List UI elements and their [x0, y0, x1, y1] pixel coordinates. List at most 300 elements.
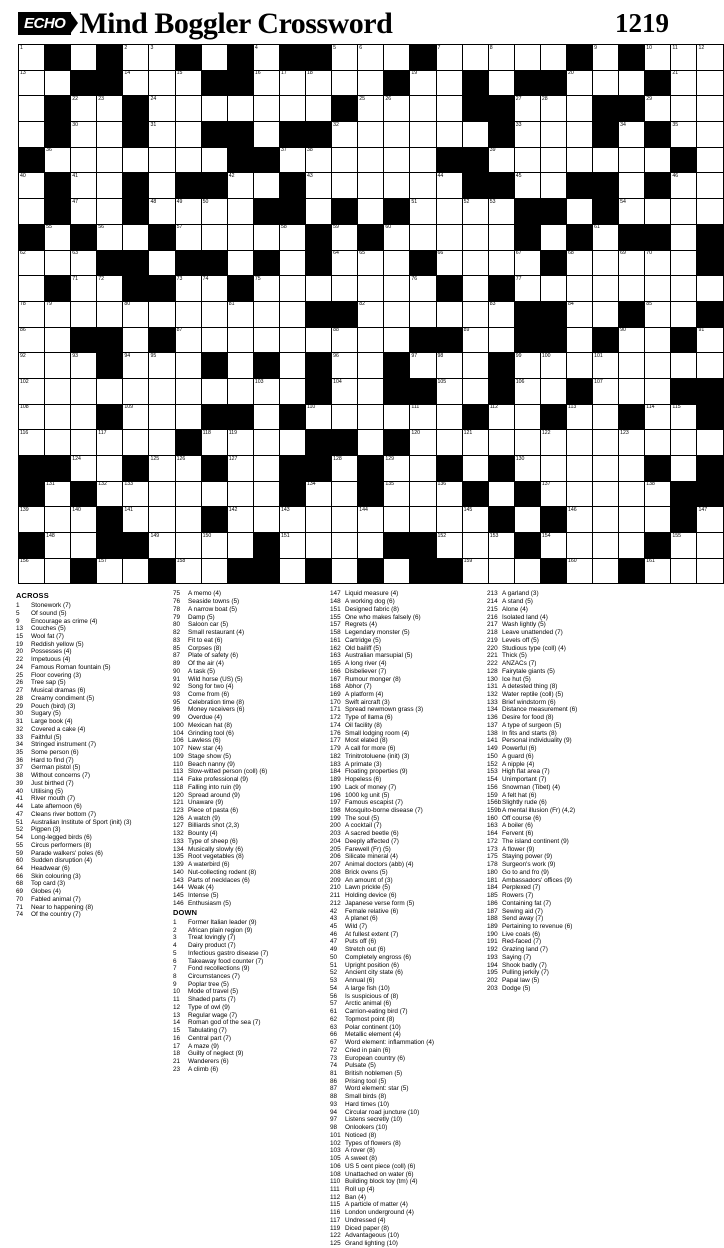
grid-cell[interactable]: 69	[619, 250, 645, 276]
grid-cell[interactable]: 84	[566, 301, 592, 327]
grid-cell[interactable]: 141	[123, 507, 149, 533]
grid-cell[interactable]: 95	[149, 353, 175, 379]
clue-item[interactable]	[487, 714, 637, 721]
clue-item[interactable]	[330, 660, 480, 667]
grid-cell[interactable]	[384, 122, 410, 148]
grid-cell[interactable]	[227, 250, 253, 276]
grid-cell[interactable]	[306, 507, 332, 533]
clue-item[interactable]	[330, 993, 480, 1000]
grid-cell[interactable]	[514, 430, 540, 456]
grid-cell[interactable]	[593, 404, 619, 430]
clue-item[interactable]	[487, 598, 637, 605]
grid-cell[interactable]	[436, 96, 462, 122]
clue-item[interactable]	[487, 838, 637, 845]
clue-item[interactable]	[487, 931, 637, 938]
clue-item[interactable]	[330, 1201, 480, 1208]
clue-item[interactable]	[487, 892, 637, 899]
clue-item[interactable]	[330, 614, 480, 621]
grid-cell[interactable]: 9	[593, 45, 619, 71]
grid-cell[interactable]	[593, 481, 619, 507]
grid-cell[interactable]	[645, 353, 671, 379]
grid-cell[interactable]	[566, 353, 592, 379]
grid-cell[interactable]	[71, 430, 97, 456]
clue-item[interactable]	[487, 815, 637, 822]
grid-cell[interactable]: 131	[45, 481, 71, 507]
grid-cell[interactable]: 36	[45, 147, 71, 173]
clue-item[interactable]	[16, 648, 166, 655]
grid-cell[interactable]	[279, 96, 305, 122]
grid-cell[interactable]	[358, 147, 384, 173]
grid-cell[interactable]	[306, 96, 332, 122]
grid-cell[interactable]	[436, 507, 462, 533]
grid-cell[interactable]: 73	[175, 276, 201, 302]
grid-cell[interactable]	[201, 378, 227, 404]
clue-item[interactable]	[173, 861, 323, 868]
grid-cell[interactable]	[593, 70, 619, 96]
grid-cell[interactable]	[462, 250, 488, 276]
grid-cell[interactable]	[149, 481, 175, 507]
grid-cell[interactable]	[358, 199, 384, 225]
grid-cell[interactable]	[514, 45, 540, 71]
grid-cell[interactable]: 17	[279, 70, 305, 96]
grid-cell[interactable]: 67	[514, 250, 540, 276]
clue-item[interactable]	[330, 1101, 480, 1108]
clue-item[interactable]	[173, 919, 323, 926]
grid-cell[interactable]: 68	[566, 250, 592, 276]
grid-cell[interactable]: 157	[97, 558, 123, 584]
clue-item[interactable]	[16, 772, 166, 779]
clue-item[interactable]	[487, 621, 637, 628]
grid-cell[interactable]: 134	[306, 481, 332, 507]
grid-cell[interactable]	[671, 301, 697, 327]
grid-cell[interactable]: 24	[149, 96, 175, 122]
grid-cell[interactable]: 143	[279, 507, 305, 533]
grid-cell[interactable]	[175, 481, 201, 507]
grid-cell[interactable]	[201, 147, 227, 173]
grid-cell[interactable]	[540, 122, 566, 148]
grid-cell[interactable]	[123, 147, 149, 173]
grid-cell[interactable]: 61	[593, 224, 619, 250]
grid-cell[interactable]	[227, 327, 253, 353]
grid-cell[interactable]	[201, 96, 227, 122]
clue-item[interactable]	[173, 981, 323, 988]
grid-cell[interactable]: 110	[306, 404, 332, 430]
clue-item[interactable]	[173, 606, 323, 613]
grid-cell[interactable]	[97, 199, 123, 225]
clue-item[interactable]	[330, 1016, 480, 1023]
grid-cell[interactable]	[697, 96, 723, 122]
grid-cell[interactable]	[97, 378, 123, 404]
grid-cell[interactable]	[384, 404, 410, 430]
grid-cell[interactable]	[175, 533, 201, 559]
grid-cell[interactable]	[19, 199, 45, 225]
clue-item[interactable]	[330, 1000, 480, 1007]
grid-cell[interactable]	[306, 327, 332, 353]
grid-cell[interactable]: 125	[149, 456, 175, 482]
grid-cell[interactable]	[279, 378, 305, 404]
grid-cell[interactable]: 119	[227, 430, 253, 456]
grid-cell[interactable]: 149	[149, 533, 175, 559]
grid-cell[interactable]	[227, 96, 253, 122]
grid-cell[interactable]	[697, 558, 723, 584]
clue-item[interactable]	[330, 699, 480, 706]
grid-cell[interactable]	[97, 122, 123, 148]
clue-item[interactable]	[330, 1070, 480, 1077]
grid-cell[interactable]	[45, 404, 71, 430]
grid-cell[interactable]	[671, 250, 697, 276]
clue-item[interactable]	[330, 799, 480, 806]
clue-item[interactable]	[330, 1147, 480, 1154]
grid-cell[interactable]	[619, 353, 645, 379]
clue-item[interactable]	[173, 799, 323, 806]
grid-cell[interactable]	[671, 199, 697, 225]
grid-cell[interactable]: 97	[410, 353, 436, 379]
grid-cell[interactable]	[358, 353, 384, 379]
grid-cell[interactable]	[488, 430, 514, 456]
grid-cell[interactable]	[540, 173, 566, 199]
clue-item[interactable]	[330, 1155, 480, 1162]
clue-item[interactable]	[173, 676, 323, 683]
clue-item[interactable]	[173, 737, 323, 744]
clue-item[interactable]	[330, 915, 480, 922]
grid-cell[interactable]	[671, 353, 697, 379]
clue-item[interactable]	[330, 861, 480, 868]
grid-cell[interactable]	[149, 507, 175, 533]
grid-cell[interactable]	[671, 456, 697, 482]
clue-item[interactable]	[330, 1078, 480, 1085]
grid-cell[interactable]	[462, 276, 488, 302]
grid-cell[interactable]	[566, 276, 592, 302]
grid-cell[interactable]: 94	[123, 353, 149, 379]
clue-item[interactable]	[330, 753, 480, 760]
grid-cell[interactable]	[253, 224, 279, 250]
grid-cell[interactable]	[671, 224, 697, 250]
clue-item[interactable]	[173, 645, 323, 652]
grid-cell[interactable]: 53	[488, 199, 514, 225]
grid-cell[interactable]	[671, 96, 697, 122]
clue-item[interactable]	[330, 884, 480, 891]
grid-cell[interactable]	[332, 481, 358, 507]
grid-cell[interactable]: 11	[671, 45, 697, 71]
clue-item[interactable]	[487, 954, 637, 961]
grid-cell[interactable]	[566, 122, 592, 148]
grid-cell[interactable]	[619, 378, 645, 404]
clue-item[interactable]	[173, 784, 323, 791]
grid-cell[interactable]	[358, 430, 384, 456]
grid-cell[interactable]: 64	[332, 250, 358, 276]
clue-item[interactable]	[16, 911, 166, 918]
clue-item[interactable]	[173, 942, 323, 949]
clue-item[interactable]	[487, 869, 637, 876]
clue-item[interactable]	[16, 834, 166, 841]
clue-item[interactable]	[173, 730, 323, 737]
grid-cell[interactable]	[462, 456, 488, 482]
clue-item[interactable]	[16, 710, 166, 717]
grid-cell[interactable]: 102	[19, 378, 45, 404]
grid-cell[interactable]: 48	[149, 199, 175, 225]
clue-item[interactable]	[487, 861, 637, 868]
clue-item[interactable]	[487, 807, 637, 814]
clue-item[interactable]	[330, 590, 480, 597]
clue-item[interactable]	[487, 761, 637, 768]
grid-cell[interactable]: 25	[358, 96, 384, 122]
clue-item[interactable]	[173, 934, 323, 941]
grid-cell[interactable]: 127	[227, 456, 253, 482]
grid-cell[interactable]: 44	[436, 173, 462, 199]
grid-cell[interactable]: 21	[671, 70, 697, 96]
clue-item[interactable]	[16, 602, 166, 609]
grid-cell[interactable]: 153	[488, 533, 514, 559]
grid-cell[interactable]	[488, 224, 514, 250]
clue-item[interactable]	[16, 741, 166, 748]
clue-item[interactable]	[16, 764, 166, 771]
grid-cell[interactable]	[227, 481, 253, 507]
grid-cell[interactable]	[71, 378, 97, 404]
grid-cell[interactable]	[253, 96, 279, 122]
grid-cell[interactable]: 159	[462, 558, 488, 584]
clue-item[interactable]	[330, 776, 480, 783]
grid-cell[interactable]: 107	[593, 378, 619, 404]
grid-cell[interactable]	[19, 276, 45, 302]
clue-item[interactable]	[330, 1024, 480, 1031]
grid-cell[interactable]: 126	[175, 456, 201, 482]
clue-item[interactable]	[16, 857, 166, 864]
grid-cell[interactable]	[123, 430, 149, 456]
clue-item[interactable]	[330, 892, 480, 899]
grid-cell[interactable]	[540, 378, 566, 404]
grid-cell[interactable]	[201, 45, 227, 71]
grid-cell[interactable]	[253, 481, 279, 507]
grid-cell[interactable]	[306, 199, 332, 225]
clue-item[interactable]	[487, 985, 637, 992]
grid-cell[interactable]	[384, 301, 410, 327]
clue-item[interactable]	[487, 683, 637, 690]
grid-cell[interactable]	[566, 533, 592, 559]
clue-item[interactable]	[16, 780, 166, 787]
grid-cell[interactable]: 79	[45, 301, 71, 327]
grid-cell[interactable]: 16	[253, 70, 279, 96]
grid-cell[interactable]: 12	[697, 45, 723, 71]
grid-cell[interactable]: 29	[645, 96, 671, 122]
grid-cell[interactable]	[645, 327, 671, 353]
grid-cell[interactable]	[332, 558, 358, 584]
grid-cell[interactable]: 144	[358, 507, 384, 533]
grid-cell[interactable]: 37	[279, 147, 305, 173]
clue-item[interactable]	[330, 962, 480, 969]
grid-cell[interactable]: 54	[619, 199, 645, 225]
grid-cell[interactable]: 128	[332, 456, 358, 482]
clue-item[interactable]	[330, 838, 480, 845]
grid-cell[interactable]	[358, 404, 384, 430]
grid-cell[interactable]: 74	[201, 276, 227, 302]
grid-cell[interactable]: 150	[201, 533, 227, 559]
clue-item[interactable]	[330, 900, 480, 907]
grid-cell[interactable]: 138	[645, 481, 671, 507]
grid-cell[interactable]: 109	[123, 404, 149, 430]
grid-cell[interactable]	[332, 147, 358, 173]
grid-cell[interactable]: 93	[71, 353, 97, 379]
grid-cell[interactable]	[488, 327, 514, 353]
grid-cell[interactable]	[436, 404, 462, 430]
clue-item[interactable]	[16, 873, 166, 880]
clue-item[interactable]	[330, 923, 480, 930]
clue-item[interactable]	[173, 950, 323, 957]
grid-cell[interactable]	[540, 45, 566, 71]
grid-cell[interactable]	[566, 96, 592, 122]
clue-item[interactable]	[487, 629, 637, 636]
clue-item[interactable]	[173, 768, 323, 775]
grid-cell[interactable]	[97, 173, 123, 199]
grid-cell[interactable]: 60	[384, 224, 410, 250]
grid-cell[interactable]: 99	[514, 353, 540, 379]
grid-cell[interactable]	[19, 96, 45, 122]
grid-cell[interactable]	[645, 199, 671, 225]
grid-cell[interactable]	[410, 96, 436, 122]
grid-cell[interactable]: 111	[410, 404, 436, 430]
clue-item[interactable]	[487, 614, 637, 621]
grid-cell[interactable]	[697, 70, 723, 96]
clue-item[interactable]	[487, 908, 637, 915]
clue-item[interactable]	[487, 645, 637, 652]
clue-item[interactable]	[330, 1109, 480, 1116]
clue-item[interactable]	[173, 1043, 323, 1050]
grid-cell[interactable]: 116	[19, 430, 45, 456]
grid-cell[interactable]	[593, 558, 619, 584]
clue-item[interactable]	[487, 722, 637, 729]
clue-item[interactable]	[330, 691, 480, 698]
grid-cell[interactable]	[645, 276, 671, 302]
grid-cell[interactable]: 117	[97, 430, 123, 456]
clue-item[interactable]	[487, 853, 637, 860]
clue-item[interactable]	[330, 1163, 480, 1170]
grid-cell[interactable]: 35	[671, 122, 697, 148]
grid-cell[interactable]	[436, 199, 462, 225]
clue-item[interactable]	[330, 908, 480, 915]
clue-item[interactable]	[330, 768, 480, 775]
grid-cell[interactable]: 20	[566, 70, 592, 96]
clue-item[interactable]	[16, 695, 166, 702]
clue-item[interactable]	[173, 822, 323, 829]
clue-item[interactable]	[330, 1116, 480, 1123]
grid-cell[interactable]	[71, 533, 97, 559]
grid-cell[interactable]: 33	[514, 122, 540, 148]
clue-item[interactable]	[330, 954, 480, 961]
grid-cell[interactable]	[488, 250, 514, 276]
grid-cell[interactable]: 58	[279, 224, 305, 250]
clue-item[interactable]	[487, 877, 637, 884]
clue-item[interactable]	[330, 1178, 480, 1185]
grid-cell[interactable]	[227, 224, 253, 250]
clue-item[interactable]	[173, 590, 323, 597]
grid-cell[interactable]	[358, 276, 384, 302]
clue-item[interactable]	[16, 664, 166, 671]
grid-cell[interactable]	[358, 122, 384, 148]
grid-cell[interactable]	[358, 533, 384, 559]
grid-cell[interactable]	[514, 404, 540, 430]
grid-cell[interactable]	[566, 481, 592, 507]
grid-cell[interactable]: 6	[358, 45, 384, 71]
clue-item[interactable]	[330, 830, 480, 837]
clue-item[interactable]	[16, 811, 166, 818]
clue-item[interactable]	[330, 822, 480, 829]
clue-item[interactable]	[16, 819, 166, 826]
grid-cell[interactable]	[384, 147, 410, 173]
grid-cell[interactable]	[593, 456, 619, 482]
clue-item[interactable]	[487, 753, 637, 760]
grid-cell[interactable]	[619, 456, 645, 482]
clue-item[interactable]	[330, 1225, 480, 1232]
grid-cell[interactable]: 1	[19, 45, 45, 71]
grid-cell[interactable]	[384, 276, 410, 302]
grid-cell[interactable]: 86	[19, 327, 45, 353]
grid-cell[interactable]: 70	[645, 250, 671, 276]
grid-cell[interactable]: 156	[19, 558, 45, 584]
grid-cell[interactable]: 106	[514, 378, 540, 404]
grid-cell[interactable]	[540, 224, 566, 250]
grid-cell[interactable]	[279, 301, 305, 327]
grid-cell[interactable]	[410, 147, 436, 173]
grid-cell[interactable]	[175, 122, 201, 148]
crossword-grid[interactable]	[18, 44, 724, 584]
clue-item[interactable]	[330, 1093, 480, 1100]
grid-cell[interactable]: 136	[436, 481, 462, 507]
clue-item[interactable]	[330, 869, 480, 876]
clue-item[interactable]	[16, 687, 166, 694]
clue-item[interactable]	[330, 1209, 480, 1216]
grid-cell[interactable]: 49	[175, 199, 201, 225]
grid-cell[interactable]: 27	[514, 96, 540, 122]
clue-item[interactable]	[330, 706, 480, 713]
grid-cell[interactable]: 137	[540, 481, 566, 507]
clue-item[interactable]	[16, 850, 166, 857]
clue-item[interactable]	[16, 633, 166, 640]
grid-cell[interactable]	[436, 224, 462, 250]
grid-cell[interactable]	[540, 147, 566, 173]
clue-item[interactable]	[16, 795, 166, 802]
clue-item[interactable]	[487, 660, 637, 667]
grid-cell[interactable]: 151	[279, 533, 305, 559]
grid-cell[interactable]	[436, 301, 462, 327]
clue-item[interactable]	[173, 683, 323, 690]
clue-item[interactable]	[173, 846, 323, 853]
grid-cell[interactable]	[253, 327, 279, 353]
grid-cell[interactable]: 65	[358, 250, 384, 276]
clue-item[interactable]	[487, 699, 637, 706]
grid-cell[interactable]: 72	[97, 276, 123, 302]
grid-cell[interactable]: 108	[19, 404, 45, 430]
grid-cell[interactable]	[436, 70, 462, 96]
grid-cell[interactable]	[45, 70, 71, 96]
grid-cell[interactable]	[645, 507, 671, 533]
grid-cell[interactable]	[97, 147, 123, 173]
clue-item[interactable]	[173, 815, 323, 822]
grid-cell[interactable]	[279, 276, 305, 302]
clue-item[interactable]	[487, 606, 637, 613]
clue-item[interactable]	[16, 826, 166, 833]
grid-cell[interactable]: 160	[566, 558, 592, 584]
grid-cell[interactable]: 47	[71, 199, 97, 225]
grid-cell[interactable]: 10	[645, 45, 671, 71]
clue-item[interactable]	[16, 788, 166, 795]
grid-cell[interactable]	[45, 250, 71, 276]
clue-item[interactable]	[330, 931, 480, 938]
grid-cell[interactable]	[149, 70, 175, 96]
clue-item[interactable]	[173, 621, 323, 628]
clue-item[interactable]	[330, 1062, 480, 1069]
grid-cell[interactable]: 22	[71, 96, 97, 122]
grid-cell[interactable]	[71, 45, 97, 71]
clue-item[interactable]	[330, 1186, 480, 1193]
